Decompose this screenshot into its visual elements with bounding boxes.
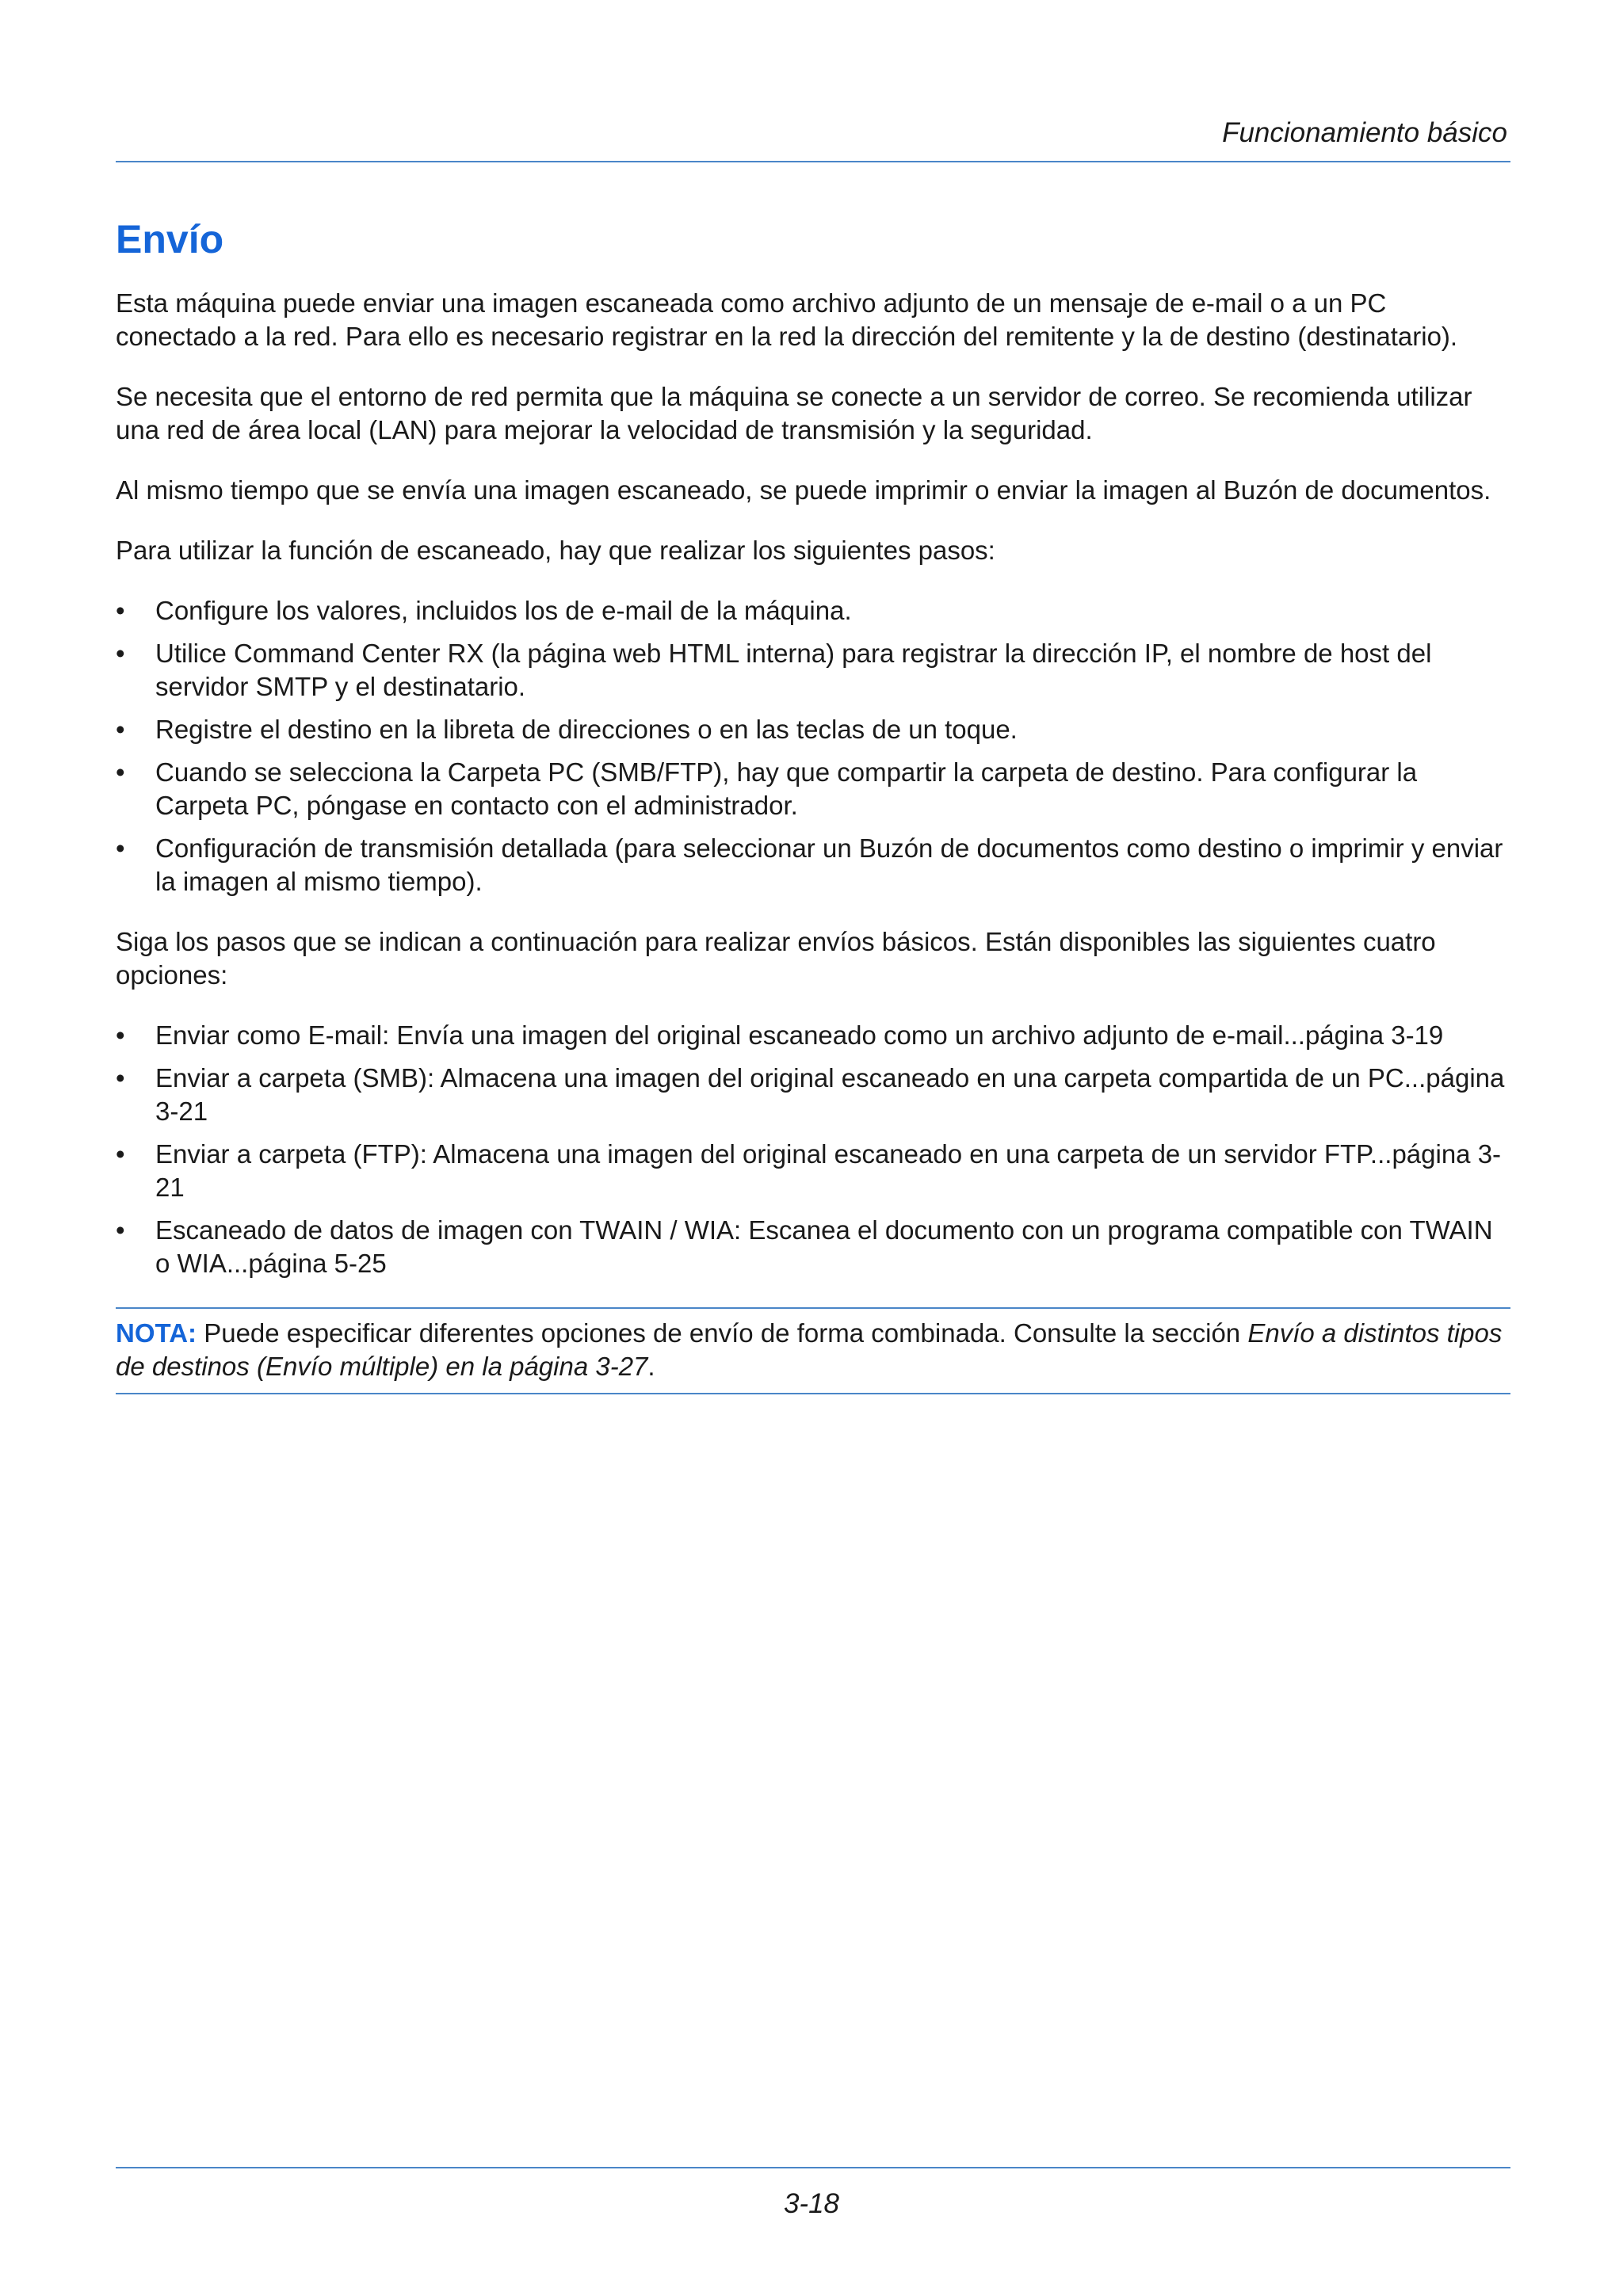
- list-item: [116, 1214, 1510, 1280]
- main-content: [116, 214, 1510, 1394]
- list-item-text: Utilice Command Center RX (la página web HTML interna) para registrar la dirección IP, el nombre de host del servidor SMTP y el destinatario.: [155, 639, 1432, 701]
- print-paragraph: Al mismo tiempo que se envía una imagen escaneado, se puede imprimir o enviar la imagen al Buzón de documentos.: [116, 475, 1491, 505]
- bullet: •: [116, 1020, 125, 1050]
- list-item: [116, 594, 1510, 627]
- bullet: •: [116, 639, 125, 668]
- bullet: •: [116, 596, 125, 625]
- bullet: •: [116, 1215, 125, 1245]
- bullet: •: [116, 757, 125, 787]
- steps-list: [116, 594, 1510, 898]
- section-title: Envío: [116, 217, 224, 261]
- list-item: [116, 832, 1510, 898]
- footer-rule: [116, 2167, 1510, 2168]
- bullet: •: [116, 1063, 125, 1093]
- list-item-text: Configure los valores, incluidos los de e-mail de la máquina.: [155, 596, 852, 625]
- list-item-text: Registre el destino en la libreta de direcciones o en las teclas de un toque.: [155, 715, 1018, 744]
- list-item: [116, 1138, 1510, 1204]
- header-rule: [116, 161, 1510, 162]
- note-reference: Envío a distintos tipos de destinos (Envío múltiple) en la página 3-27: [116, 1318, 1503, 1381]
- list-item: [116, 713, 1510, 746]
- bullet: •: [116, 715, 125, 744]
- list-item-text: Enviar a carpeta (FTP): Almacena una imagen del original escaneado en una carpeta de un servidor FTP...página 3-21: [155, 1139, 1502, 1202]
- list-item: [116, 637, 1510, 704]
- list-item-text: Enviar como E-mail: Envía una imagen del original escaneado como un archivo adjunto de e-mail...página 3-19: [155, 1020, 1444, 1050]
- note-label: NOTA:: [116, 1318, 197, 1348]
- options-list: [116, 1019, 1510, 1280]
- list-item: [116, 756, 1510, 822]
- list-item: [116, 1062, 1510, 1128]
- list-item-text: Configuración de transmisión detallada (para seleccionar un Buzón de documentos como destino o imprimir y enviar la imagen al mismo tiempo).: [155, 833, 1503, 896]
- bullet: •: [116, 833, 125, 863]
- intro-paragraph: Esta máquina puede enviar una imagen escaneada como archivo adjunto de un mensaje de e-mail o a un PC conectado a la red. Para ello es necesario registrar en la red la dirección del remitente y la de destino (destinatario).: [116, 288, 1458, 351]
- list-item-text: Escaneado de datos de imagen con TWAIN / WIA: Escanea el documento con un programa compatible con TWAIN o WIA...página 5-25: [155, 1215, 1493, 1278]
- list-item: [116, 1019, 1510, 1052]
- page-number: 3-18: [783, 2188, 840, 2219]
- note-end: .: [647, 1352, 655, 1381]
- network-paragraph: Se necesita que el entorno de red permita que la máquina se conecte a un servidor de correo. Se recomienda utilizar una red de área local (LAN) para mejorar la velocidad de transmisión y la seguridad.: [116, 382, 1472, 444]
- steps-intro-paragraph: Para utilizar la función de escaneado, hay que realizar los siguientes pasos:: [116, 536, 995, 565]
- bullet: •: [116, 1139, 125, 1169]
- running-header: Funcionamiento básico: [1222, 117, 1507, 148]
- list-item-text: Enviar a carpeta (SMB): Almacena una imagen del original escaneado en una carpeta compartida de un PC...página 3-21: [155, 1063, 1505, 1126]
- note-text: Puede especificar diferentes opciones de envío de forma combinada. Consulte la sección: [197, 1318, 1248, 1348]
- options-intro-paragraph: Siga los pasos que se indican a continuación para realizar envíos básicos. Están disponibles las siguientes cuatro opciones:: [116, 927, 1436, 990]
- note-box: [116, 1307, 1510, 1394]
- list-item-text: Cuando se selecciona la Carpeta PC (SMB/FTP), hay que compartir la carpeta de destino. Para configurar la Carpeta PC, póngase en contacto con el administrador.: [155, 757, 1418, 820]
